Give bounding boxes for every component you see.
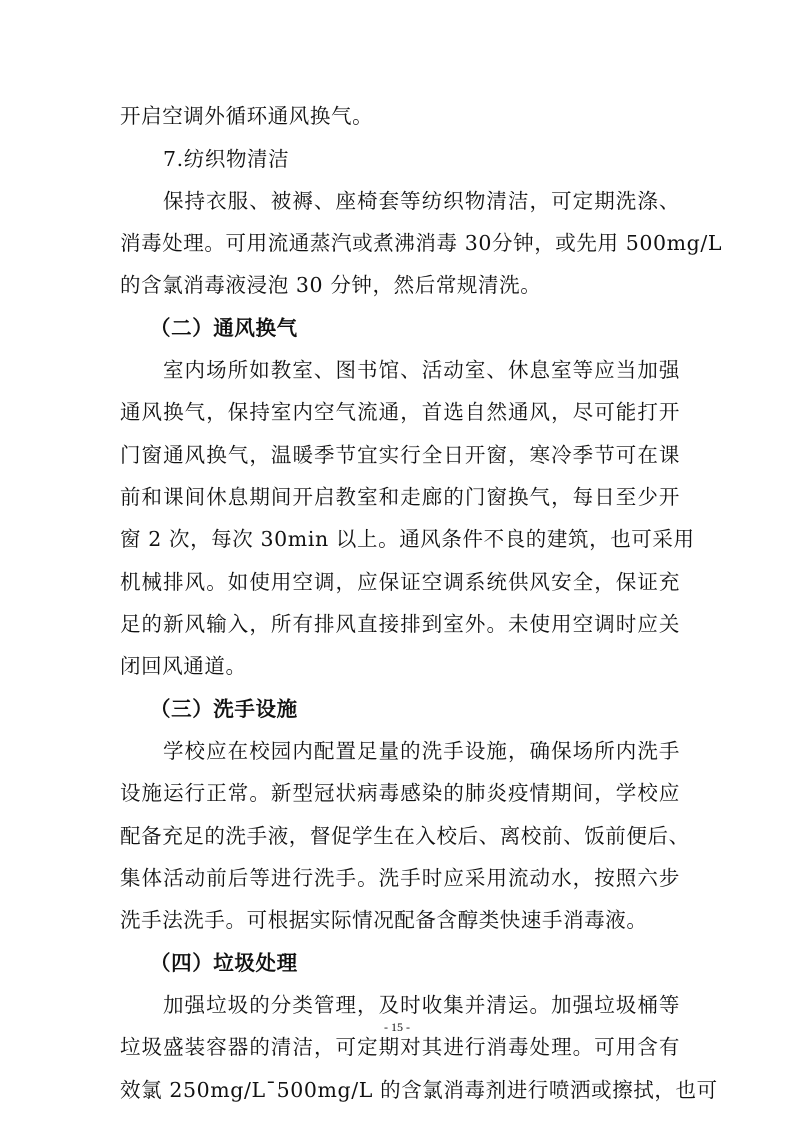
section-heading: （三）洗手设施 [150,697,298,721]
body-text-line: 闭回风通道。 [120,654,247,678]
body-text-line: 设施运行正常。新型冠状病毒感染的肺炎疫情期间，学校应 [120,781,680,805]
body-text-line: 通风换气，保持室内空气流通，首选自然通风，尽可能打开 [120,400,680,424]
paragraph-first-line: 保持衣服、被褥、座椅套等纺织物清洁，可定期洗涤、 [163,189,680,213]
body-text-line: 门窗通风换气，温暖季节宜实行全日开窗，寒冷季节可在课 [120,443,680,467]
paragraph-first-line: 室内场所如教室、图书馆、活动室、休息室等应当加强 [163,358,680,382]
body-text-line: 的含氯消毒液浸泡 30 分钟，然后常规清洗。 [120,273,542,297]
body-text-line: 配备充足的洗手液，督促学生在入校后、离校前、饭前便后、 [120,824,690,848]
paragraph-first-line: 学校应在校园内配置足量的洗手设施，确保场所内洗手 [163,739,680,763]
paragraph-first-line: 加强垃圾的分类管理，及时收集并清运。加强垃圾桶等 [163,993,680,1017]
list-item-heading: 7.纺织物清洁 [163,147,290,171]
body-text-line: 开启空调外循环通风换气。 [120,104,374,128]
section-heading: （二）通风换气 [150,316,298,340]
page-number: - 15 - [384,1020,410,1034]
body-text-line: 前和课间休息期间开启教室和走廊的门窗换气，每日至少开 [120,485,680,509]
body-text-line: 洗手法洗手。可根据实际情况配备含醇类快速手消毒液。 [120,908,648,932]
body-text-line: 效氯 250mg/L¯500mg/L 的含氯消毒剂进行喷洒或擦拭，也可 [120,1078,718,1102]
body-text-line: 机械排风。如使用空调，应保证空调系统供风安全，保证充 [120,570,680,594]
section-heading: （四）垃圾处理 [150,951,298,975]
body-text-line: 垃圾盛装容器的清洁，可定期对其进行消毒处理。可用含有 [120,1035,680,1059]
body-text-line: 消毒处理。可用流通蒸汽或煮沸消毒 30分钟，或先用 500mg/L [120,231,723,255]
body-text-line: 足的新风输入，所有排风直接排到室外。未使用空调时应关 [120,612,680,636]
body-text-line: 窗 2 次，每次 30min 以上。通风条件不良的建筑，也可采用 [120,527,695,551]
body-text-line: 集体活动前后等进行洗手。洗手时应采用流动水，按照六步 [120,866,680,890]
